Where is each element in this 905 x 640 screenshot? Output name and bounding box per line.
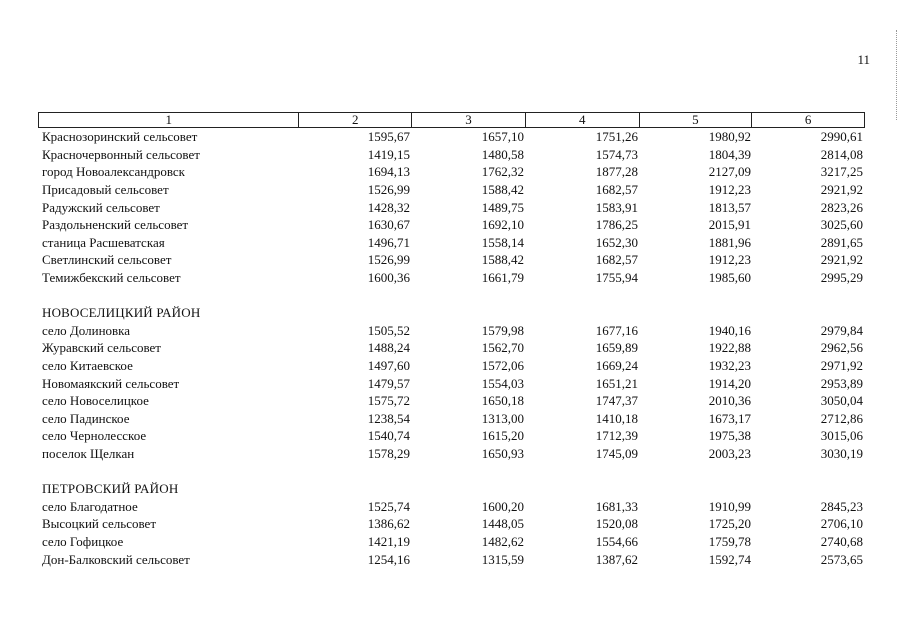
table-row [38, 234, 865, 252]
settlement-name: город Новоалександровск [42, 164, 185, 180]
value-col-2: 1496,71 [367, 234, 410, 250]
value-col-3: 1661,79 [481, 270, 524, 286]
value-col-3: 1650,18 [481, 393, 524, 409]
value-col-4: 1712,39 [595, 428, 638, 444]
value-col-5: 1673,17 [708, 410, 751, 426]
header-col-1: 1 [39, 113, 299, 127]
value-col-6: 3015,06 [820, 428, 863, 444]
table-row [38, 445, 865, 463]
value-col-3: 1615,20 [481, 428, 524, 444]
settlement-name: село Гофицкое [42, 533, 124, 549]
value-col-4: 1669,24 [595, 358, 638, 374]
value-col-2: 1488,24 [367, 340, 410, 356]
value-col-4: 1520,08 [595, 516, 638, 532]
value-col-2: 1479,57 [367, 375, 410, 391]
settlement-name: Высоцкий сельсовет [42, 516, 157, 532]
value-col-5: 2003,23 [708, 445, 751, 461]
value-col-6: 3050,04 [820, 393, 863, 409]
page-number: 11 [857, 52, 870, 67]
value-col-6: 2921,92 [820, 252, 863, 268]
value-col-6: 2990,61 [820, 129, 863, 145]
value-col-4: 1410,18 [595, 410, 638, 426]
value-col-3: 1558,14 [481, 234, 524, 250]
value-col-3: 1588,42 [481, 182, 524, 198]
value-col-6: 2891,65 [820, 234, 863, 250]
settlement-name: Краснозоринский сельсовет [42, 129, 198, 145]
table-row [38, 181, 865, 199]
value-col-5: 1725,20 [708, 516, 751, 532]
table-row [38, 427, 865, 445]
value-col-2: 1421,19 [367, 533, 410, 549]
value-col-5: 1881,96 [708, 234, 751, 250]
settlement-name: Раздольненский сельсовет [42, 217, 189, 233]
value-col-5: 2127,09 [708, 164, 751, 180]
table-row [38, 216, 865, 234]
settlement-name: село Китаевское [42, 358, 133, 374]
value-col-3: 1482,62 [481, 533, 524, 549]
settlement-name: Радужский сельсовет [42, 199, 160, 215]
value-col-4: 1755,94 [595, 270, 638, 286]
value-col-2: 1238,54 [367, 410, 410, 426]
value-col-6: 3217,25 [820, 164, 863, 180]
table-row [38, 533, 865, 551]
value-col-2: 1428,32 [367, 199, 410, 215]
settlement-name: станица Расшеватская [42, 234, 165, 250]
table-row [38, 550, 865, 568]
value-col-2: 1694,13 [367, 164, 410, 180]
value-col-2: 1630,67 [367, 217, 410, 233]
value-col-2: 1497,60 [367, 358, 410, 374]
value-col-3: 1657,10 [481, 129, 524, 145]
table-row [38, 497, 865, 515]
value-col-5: 1985,60 [708, 270, 751, 286]
value-col-2: 1254,16 [367, 551, 410, 567]
value-col-4: 1681,33 [595, 498, 638, 514]
value-col-4: 1751,26 [595, 129, 638, 145]
value-col-3: 1562,70 [481, 340, 524, 356]
value-col-3: 1313,00 [481, 410, 524, 426]
value-col-3: 1600,20 [481, 498, 524, 514]
table-row [38, 357, 865, 375]
settlement-name: село Чернолесское [42, 428, 147, 444]
value-col-5: 1910,99 [708, 498, 751, 514]
table-row [38, 146, 865, 164]
value-col-2: 1526,99 [367, 252, 410, 268]
settlement-name: Темижбекский сельсовет [42, 270, 181, 286]
value-col-6: 2740,68 [820, 533, 863, 549]
value-col-3: 1315,59 [481, 551, 524, 567]
value-col-4: 1651,21 [595, 375, 638, 391]
value-col-3: 1489,75 [481, 199, 524, 215]
settlement-name: село Долиновка [42, 322, 131, 338]
value-col-6: 3025,60 [820, 217, 863, 233]
value-col-2: 1578,29 [367, 445, 410, 461]
district-title: НОВОСЕЛИЦКИЙ РАЙОН [42, 304, 201, 320]
value-col-5: 1922,88 [708, 340, 751, 356]
value-col-2: 1526,99 [367, 182, 410, 198]
value-col-3: 1480,58 [481, 146, 524, 162]
value-col-2: 1525,74 [367, 498, 410, 514]
settlement-name: Журавский сельсовет [42, 340, 161, 356]
settlement-name: поселок Щелкан [42, 445, 135, 461]
value-col-5: 1813,57 [708, 199, 751, 215]
value-col-2: 1505,52 [367, 322, 410, 338]
value-col-4: 1747,37 [595, 393, 638, 409]
value-col-5: 1932,23 [708, 358, 751, 374]
value-col-6: 2706,10 [820, 516, 863, 532]
settlement-name: Красночервонный сельсовет [42, 146, 200, 162]
value-col-6: 2995,29 [820, 270, 863, 286]
value-col-5: 1914,20 [708, 375, 751, 391]
value-col-4: 1682,57 [595, 182, 638, 198]
section-spacer [38, 286, 865, 304]
scan-edge-marks [896, 30, 899, 120]
value-col-2: 1600,36 [367, 270, 410, 286]
value-col-5: 2015,91 [708, 217, 751, 233]
value-col-6: 2921,92 [820, 182, 863, 198]
section-spacer [38, 462, 865, 480]
value-col-5: 1912,23 [708, 252, 751, 268]
table-row [38, 128, 865, 146]
value-col-4: 1554,66 [595, 533, 638, 549]
value-col-4: 1745,09 [595, 445, 638, 461]
value-col-4: 1786,25 [595, 217, 638, 233]
value-col-5: 1804,39 [708, 146, 751, 162]
settlement-name: Дон-Балковский сельсовет [42, 551, 190, 567]
table-row [38, 392, 865, 410]
header-col-3: 3 [412, 113, 526, 127]
value-col-5: 1975,38 [708, 428, 751, 444]
table-body [38, 128, 865, 568]
settlement-name: Светлинский сельсовет [42, 252, 172, 268]
value-col-6: 2573,65 [820, 551, 863, 567]
value-col-3: 1650,93 [481, 445, 524, 461]
value-col-3: 1448,05 [481, 516, 524, 532]
settlement-name: село Падинское [42, 410, 130, 426]
value-col-5: 1759,78 [708, 533, 751, 549]
value-col-2: 1540,74 [367, 428, 410, 444]
value-col-2: 1595,67 [367, 129, 410, 145]
header-col-5: 5 [640, 113, 753, 127]
table-row [38, 163, 865, 181]
value-col-6: 2712,86 [820, 410, 863, 426]
value-col-4: 1877,28 [595, 164, 638, 180]
settlement-name: село Новоселицкое [42, 393, 149, 409]
value-col-6: 2962,56 [820, 340, 863, 356]
value-col-6: 2971,92 [820, 358, 863, 374]
district-title: ПЕТРОВСКИЙ РАЙОН [42, 480, 179, 496]
value-col-4: 1387,62 [595, 551, 638, 567]
header-col-2: 2 [299, 113, 412, 127]
value-col-4: 1583,91 [595, 199, 638, 215]
table-row [38, 322, 865, 340]
value-col-3: 1579,98 [481, 322, 524, 338]
table-row [38, 374, 865, 392]
settlement-name: Новомаякский сельсовет [42, 375, 180, 391]
table-row [38, 339, 865, 357]
table-header [38, 112, 865, 128]
value-col-6: 2823,26 [820, 199, 863, 215]
value-col-3: 1692,10 [481, 217, 524, 233]
table-row [38, 269, 865, 287]
value-col-6: 3030,19 [820, 445, 863, 461]
value-col-6: 2845,23 [820, 498, 863, 514]
settlement-name: Присадовый сельсовет [42, 182, 169, 198]
value-col-4: 1652,30 [595, 234, 638, 250]
value-col-4: 1659,89 [595, 340, 638, 356]
header-col-6: 6 [804, 112, 812, 127]
table-row [38, 251, 865, 269]
value-col-6: 2953,89 [820, 375, 863, 391]
table-row [38, 410, 865, 428]
value-col-6: 2979,84 [820, 322, 863, 338]
header-col-4: 4 [526, 113, 640, 127]
value-col-3: 1572,06 [481, 358, 524, 374]
value-col-5: 1912,23 [708, 182, 751, 198]
table-row [38, 515, 865, 533]
settlement-name: село Благодатное [42, 498, 138, 514]
value-col-3: 1762,32 [481, 164, 524, 180]
value-col-2: 1575,72 [367, 393, 410, 409]
value-col-4: 1682,57 [595, 252, 638, 268]
value-col-2: 1386,62 [367, 516, 410, 532]
value-col-2: 1419,15 [367, 146, 410, 162]
value-col-4: 1677,16 [595, 322, 638, 338]
value-col-3: 1588,42 [481, 252, 524, 268]
value-col-5: 1592,74 [708, 551, 751, 567]
table-row [38, 198, 865, 216]
value-col-6: 2814,08 [820, 146, 863, 162]
value-col-5: 1980,92 [708, 129, 751, 145]
value-col-3: 1554,03 [481, 375, 524, 391]
value-col-4: 1574,73 [595, 146, 638, 162]
value-col-5: 2010,36 [708, 393, 751, 409]
value-col-5: 1940,16 [708, 322, 751, 338]
